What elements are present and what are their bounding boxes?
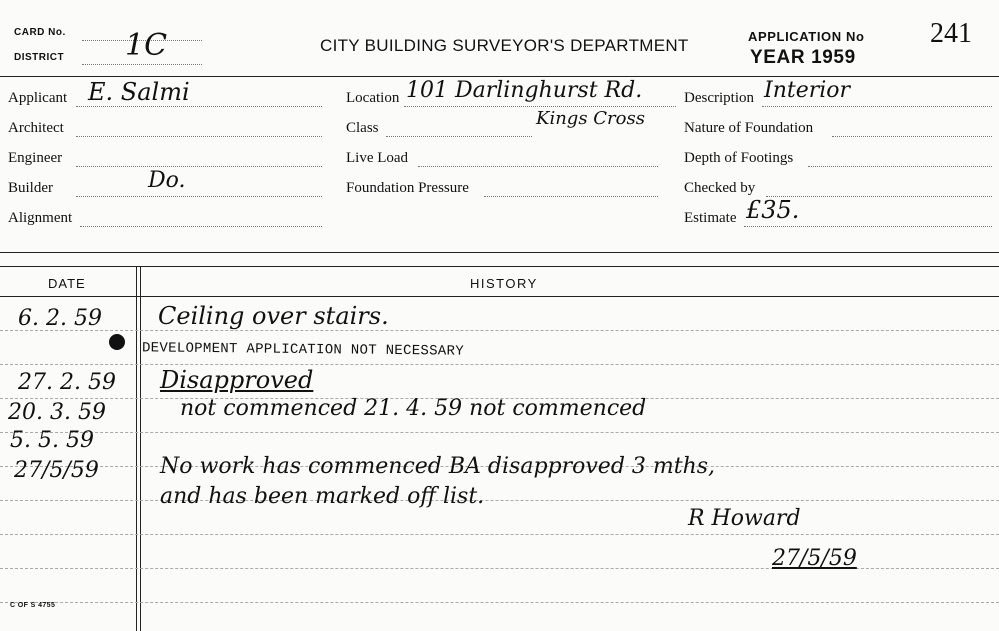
ruled-line xyxy=(0,534,999,535)
department-title: CITY BUILDING SURVEYOR'S DEPARTMENT xyxy=(320,36,689,55)
builder-line xyxy=(76,196,322,197)
location-value: 101 Darlinghurst Rd. xyxy=(406,78,643,103)
ruled-line xyxy=(0,432,999,433)
date-column-divider-2 xyxy=(140,266,141,631)
architect-line xyxy=(76,136,322,137)
class-label: Class xyxy=(346,120,379,136)
form-code: C OF S 4755 xyxy=(10,602,56,609)
nature-of-foundation-line xyxy=(832,136,992,137)
live-load-line xyxy=(418,166,658,167)
foundation-pressure-line xyxy=(484,196,658,197)
ruled-line xyxy=(0,330,999,331)
history-text: No work has commenced BA disapproved 3 mths, xyxy=(160,454,716,479)
applicant-line xyxy=(76,106,322,107)
history-date: 20. 3. 59 xyxy=(8,400,106,425)
year-label: YEAR 1959 xyxy=(750,47,856,68)
location-label: Location xyxy=(346,90,400,106)
table-header-rule xyxy=(0,296,999,297)
application-number: 241 xyxy=(930,18,972,49)
district-label: DISTRICT xyxy=(14,52,65,63)
applicant-value: E. Salmi xyxy=(88,78,190,106)
engineer-line xyxy=(76,166,322,167)
alignment-line xyxy=(80,226,322,227)
estimate-line xyxy=(744,226,992,227)
builder-label: Builder xyxy=(8,180,53,196)
history-text: not commenced 21. 4. 59 not commenced xyxy=(180,396,647,421)
live-load-label: Live Load xyxy=(346,150,409,166)
history-date: 6. 2. 59 xyxy=(18,306,102,331)
section-rule-top xyxy=(0,252,999,253)
history-text: and has been marked off list. xyxy=(160,484,485,509)
architect-label: Architect xyxy=(8,120,64,136)
history-header: HISTORY xyxy=(470,276,538,291)
checked-by-line xyxy=(766,196,992,197)
date-header: DATE xyxy=(48,276,86,291)
checked-by-label: Checked by xyxy=(684,180,756,196)
section-rule-bottom xyxy=(0,266,999,267)
alignment-label: Alignment xyxy=(8,210,73,226)
description-line xyxy=(762,106,992,107)
class-line xyxy=(386,136,532,137)
applicant-label: Applicant xyxy=(8,90,68,106)
signature-date: 27/5/59 xyxy=(772,546,857,571)
district-value: 1C xyxy=(125,28,168,63)
history-text: Disapproved xyxy=(160,366,314,394)
description-value: Interior xyxy=(764,78,851,103)
estimate-label: Estimate xyxy=(684,210,737,226)
district-line xyxy=(82,64,202,65)
date-column-divider xyxy=(136,266,137,631)
estimate-value: £35. xyxy=(746,196,800,224)
history-text: Ceiling over stairs. xyxy=(158,302,389,330)
history-date: 27/5/59 xyxy=(14,458,99,483)
history-date: 27. 2. 59 xyxy=(18,370,116,395)
depth-of-footings-line xyxy=(808,166,992,167)
signature: R Howard xyxy=(688,506,801,531)
foundation-pressure-label: Foundation Pressure xyxy=(346,180,469,196)
history-date: 5. 5. 59 xyxy=(10,428,94,453)
ruled-line xyxy=(0,364,999,365)
application-label: APPLICATION No xyxy=(748,29,865,44)
stamp-text: DEVELOPMENT APPLICATION NOT NECESSARY xyxy=(141,340,465,360)
punch-hole xyxy=(109,334,125,350)
builder-value: Do. xyxy=(148,168,186,193)
engineer-label: Engineer xyxy=(8,150,63,166)
location-value-2: Kings Cross xyxy=(536,108,645,129)
header-rule xyxy=(0,76,999,77)
ruled-line xyxy=(0,602,999,603)
nature-of-foundation-label: Nature of Foundation xyxy=(684,120,814,136)
location-line xyxy=(404,106,676,107)
ruled-line xyxy=(0,500,999,501)
depth-of-footings-label: Depth of Footings xyxy=(684,150,794,166)
description-label: Description xyxy=(684,90,754,106)
card-no-label: CARD No. xyxy=(14,27,66,38)
